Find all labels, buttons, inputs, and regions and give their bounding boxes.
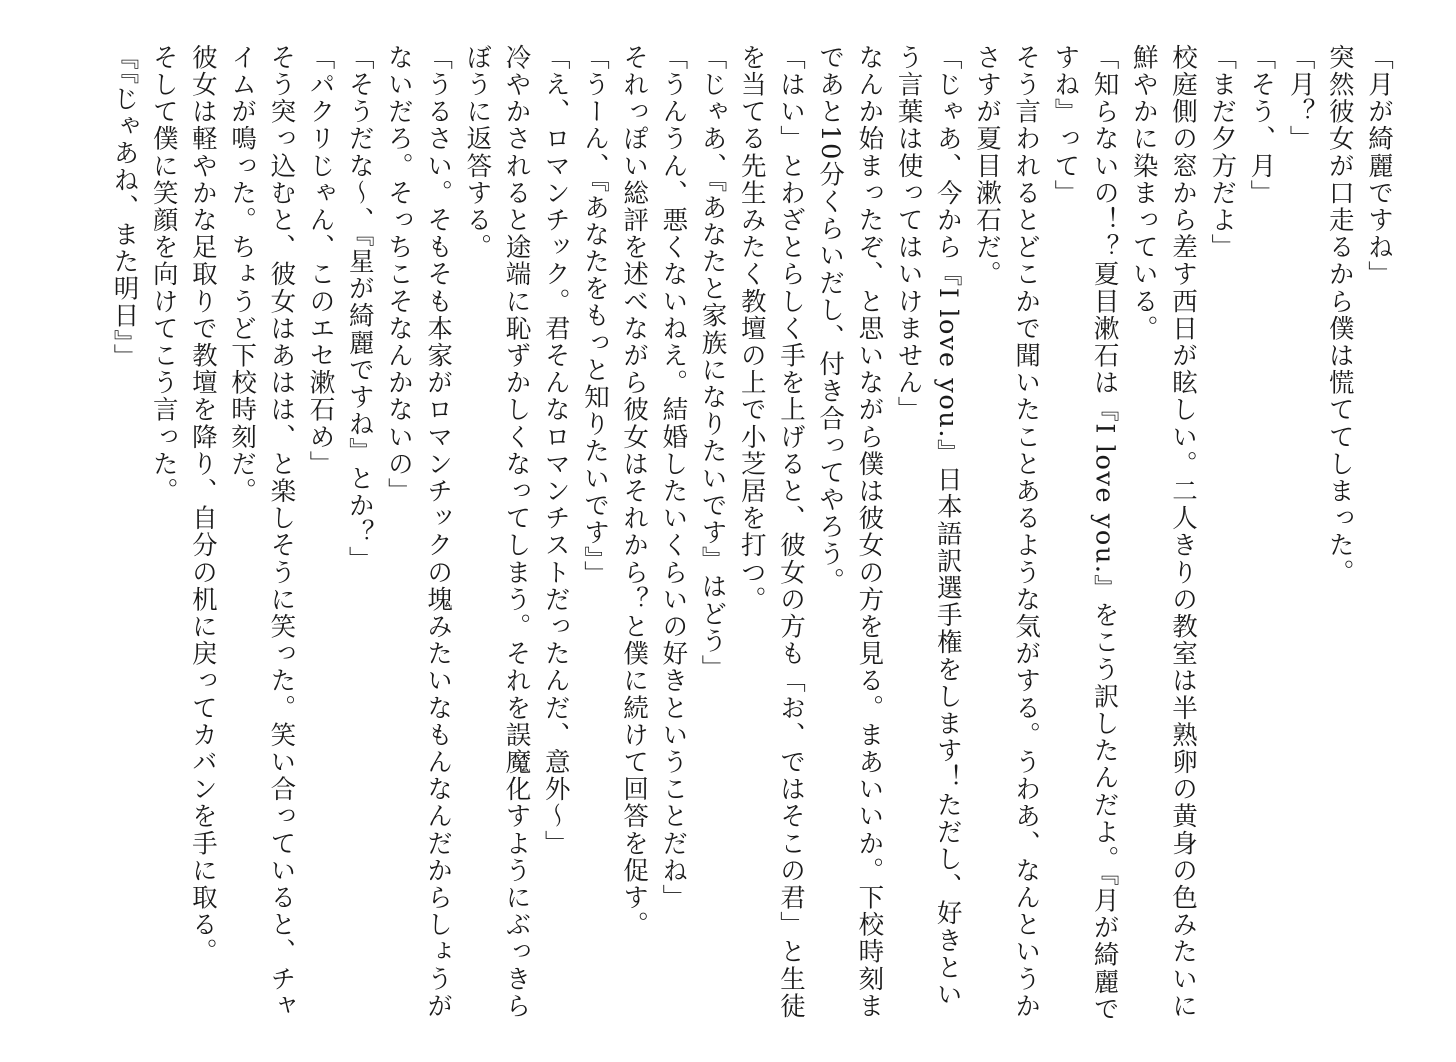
- text-line: 「そうだな～、『星が綺麗ですね』とか？」: [344, 44, 375, 574]
- text-line: 彼女は軽やかな足取りで教壇を降り、自分の机に戻ってカバンを手に取る。: [187, 44, 218, 966]
- text-line: そう突っ込むと、彼女はあはは、と楽しそうに笑った。笑い合っていると、チャイムが鳴った。ちょうど下校時刻だ。: [227, 44, 297, 1020]
- text-line: 「うんうん、悪くないねえ。結婚したいくらいの好きということだね」: [658, 44, 689, 912]
- text-line: 「知らないの！？夏目漱石は『I love you.』をこう訳したんだよ。『月が綺麗ですね』って」: [1050, 44, 1120, 1023]
- text-line: 冷やかされると途端に恥ずかしくなってしまう。それを誤魔化すようにぶっきらぼうに返答する。: [462, 44, 532, 1020]
- text-line: 突然彼女が口走るから僕は慌ててしまった。: [1324, 44, 1355, 586]
- text-line: 「パクリじゃん、このエセ漱石め」: [305, 44, 336, 478]
- text-line: 「まだ夕方だよ」: [1207, 44, 1238, 261]
- text-line: 「月？」: [1285, 44, 1316, 153]
- vertical-text-body: [104, 44, 1398, 1024]
- text-line: それっぽい総評を述べながら彼女はそれから？と僕に続けて回答を促す。: [619, 44, 650, 939]
- text-line: そして僕に笑顔を向けてこう言った。: [148, 44, 179, 505]
- text-line: 「じゃあ、『あなたと家族になりたいです』はどう」: [697, 44, 728, 682]
- text-line: 「じゃあ、今から『I love you.』日本語訳選手権をします！ただし、好きという言葉は使ってはいけません」: [893, 44, 963, 1009]
- text-line: 校庭側の窓から差す西日が眩しい。二人きりの教室は半熟卵の黄身の色みたいに鮮やかに染まっている。: [1128, 44, 1198, 1020]
- text-line: 『『じゃあね、また明日』」: [109, 44, 140, 371]
- text-line: なんか始まったぞ、と思いながら僕は彼女の方を見る。まあいいか。下校時刻まであと10分くらいだし、付き合ってやろう。: [815, 44, 885, 1020]
- text-line: 「月が綺麗ですね」: [1364, 44, 1394, 288]
- text-line: 「そう、月」: [1246, 44, 1277, 207]
- text-line: 「はい」とわざとらしく手を上げると、彼女の方も「お、ではそこの君」と生徒を当てる先生みたく教壇の上で小芝居を打つ。: [736, 44, 806, 1020]
- text-line: そう言われるとどこかで聞いたことあるような気がする。うわあ、なんというかさすが夏目漱石だ。: [971, 44, 1042, 1020]
- document-page: [28, 44, 1398, 1024]
- text-line: 「うーん、『あなたをもっと知りたいです』」: [579, 44, 610, 588]
- text-line: 「うるさい。そもそも本家がロマンチックの塊みたいなもんなんだからしょうがないだろ。そっちこそなんかないの」: [383, 44, 454, 1020]
- text-line: 「え、ロマンチック。君そんなロマンチストだったんだ、意外～」: [540, 44, 571, 857]
